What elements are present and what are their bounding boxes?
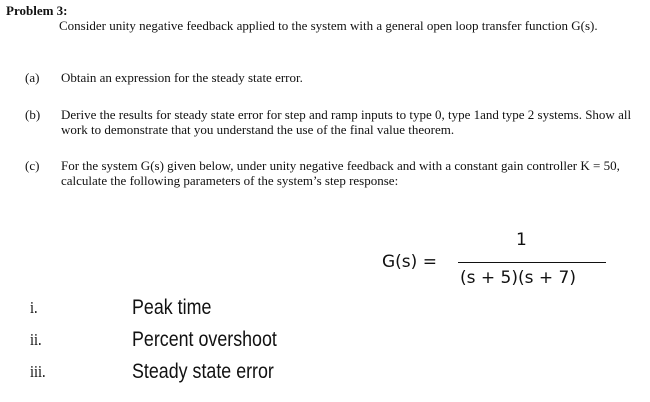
transfer-function xyxy=(382,228,632,298)
fraction-bar xyxy=(458,262,606,263)
part-b xyxy=(25,107,645,137)
problem-intro: Consider unity negative feedback applied to the system with a general open loop transfer function G(s). xyxy=(59,18,598,33)
item-text: Steady state error xyxy=(132,360,274,383)
part-b-text: Derive the results for steady state error for step and ramp inputs to type 0, type 1and type 2 systems. Show all work to demonstrate that you understand the use of the final value theorem. xyxy=(61,107,632,137)
part-c-text: For the system G(s) given below, under unity negative feedback and with a constant gain controller K = 50, calculate the following parameters of the system’s step response: xyxy=(61,158,620,188)
part-c xyxy=(25,158,645,188)
item-text: Peak time xyxy=(132,296,212,319)
part-a xyxy=(25,70,645,85)
item-label: iii. xyxy=(30,362,46,381)
problem-title: Problem 3: xyxy=(6,3,68,18)
part-b-label: (b) xyxy=(25,107,41,122)
item-label: ii. xyxy=(30,330,42,349)
formula-numerator: 1 xyxy=(516,230,527,250)
part-c-label: (c) xyxy=(25,158,40,173)
item-text: Percent overshoot xyxy=(132,328,277,351)
part-a-text: Obtain an expression for the steady state error. xyxy=(61,70,303,85)
formula-denominator: (s + 5)(s + 7) xyxy=(460,268,576,288)
part-a-label: (a) xyxy=(25,70,40,85)
item-label: i. xyxy=(30,298,38,317)
formula-lhs: G(s) = xyxy=(382,252,437,272)
